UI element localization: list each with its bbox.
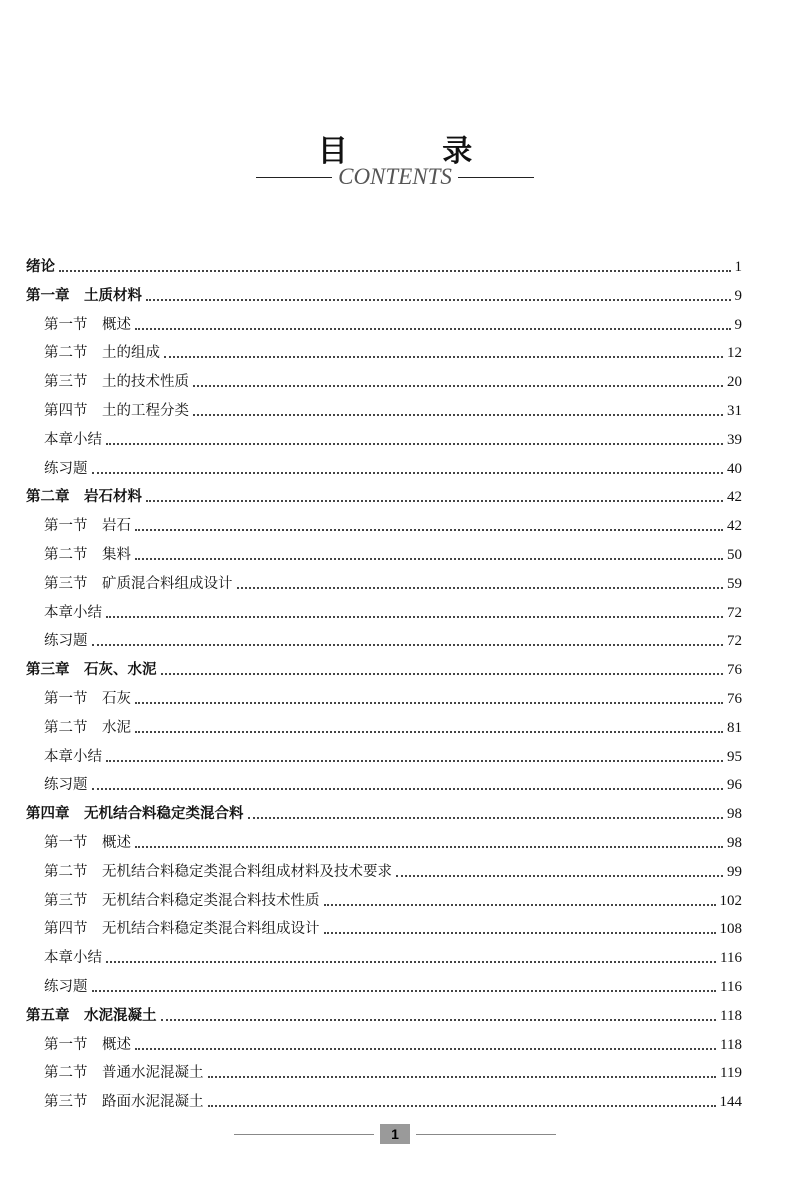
subtitle-rule-right bbox=[458, 177, 534, 178]
toc-entry-page: 12 bbox=[727, 345, 742, 362]
toc-entry-page: 50 bbox=[727, 547, 742, 563]
toc-entry-page: 116 bbox=[720, 979, 742, 995]
toc-entry-label: 本章小结 bbox=[44, 431, 102, 448]
toc-section-entry[interactable] bbox=[44, 508, 742, 536]
subtitle-text: CONTENTS bbox=[338, 164, 452, 189]
toc-dot-leader bbox=[208, 1105, 716, 1107]
toc-entry-page: 72 bbox=[727, 633, 742, 650]
toc-chapter-entry[interactable] bbox=[26, 796, 742, 824]
toc-dot-leader bbox=[135, 529, 723, 531]
toc-entry-label: 第一章 土质材料 bbox=[26, 287, 142, 304]
toc-dot-leader bbox=[106, 443, 723, 445]
toc-entry-page: 118 bbox=[720, 1036, 742, 1053]
toc-dot-leader bbox=[146, 299, 731, 301]
toc-entry-label: 第二节 普通水泥混凝土 bbox=[44, 1065, 204, 1082]
toc-dot-leader bbox=[106, 760, 723, 762]
toc-entry-label: 第三节 土的技术性质 bbox=[44, 374, 189, 391]
toc-dot-leader bbox=[324, 904, 716, 906]
toc-entry-page: 1 bbox=[734, 259, 742, 275]
toc-entry-label: 练习题 bbox=[44, 777, 88, 794]
toc-section-entry[interactable] bbox=[44, 422, 742, 450]
toc-dot-leader bbox=[161, 673, 724, 675]
toc-entry-label: 第三节 路面水泥混凝土 bbox=[44, 1094, 204, 1111]
toc-chapter-entry[interactable] bbox=[26, 998, 742, 1026]
toc-section-entry[interactable] bbox=[44, 595, 742, 623]
toc-dot-leader bbox=[92, 788, 724, 790]
toc-section-entry[interactable] bbox=[44, 623, 742, 651]
toc-entry-page: 144 bbox=[719, 1094, 742, 1111]
toc-entry-label: 本章小结 bbox=[44, 748, 102, 765]
toc-entry-page: 72 bbox=[727, 604, 742, 621]
toc-dot-leader bbox=[135, 702, 723, 704]
toc-dot-leader bbox=[92, 990, 717, 992]
toc-entry-label: 第二节 集料 bbox=[44, 547, 131, 563]
toc-dot-leader bbox=[135, 731, 723, 733]
toc-section-entry[interactable] bbox=[44, 739, 742, 767]
toc-entry-label: 第四章 无机结合料稳定类混合料 bbox=[26, 806, 244, 823]
subtitle-rule-left bbox=[256, 177, 332, 178]
toc-entry-label: 第二节 水泥 bbox=[44, 719, 131, 736]
toc-entry-page: 39 bbox=[727, 431, 742, 448]
toc-section-entry[interactable] bbox=[44, 911, 742, 939]
toc-entry-page: 42 bbox=[727, 489, 742, 506]
toc-chapter-entry[interactable] bbox=[26, 278, 742, 306]
toc-dot-leader bbox=[161, 1019, 717, 1021]
subtitle bbox=[0, 164, 790, 190]
toc-entry-page: 81 bbox=[727, 719, 742, 736]
toc-entry-page: 20 bbox=[727, 374, 742, 391]
toc-entry-label: 练习题 bbox=[44, 979, 88, 995]
page-title: 目 录 bbox=[317, 134, 515, 169]
toc-entry-page: 96 bbox=[727, 777, 742, 794]
toc-dot-leader bbox=[146, 500, 723, 502]
toc-section-entry[interactable] bbox=[44, 335, 742, 363]
toc-entry-label: 第四节 无机结合料稳定类混合料组成设计 bbox=[44, 921, 320, 938]
toc-entry-page: 95 bbox=[727, 748, 742, 765]
toc-section-entry[interactable] bbox=[44, 825, 742, 853]
toc-entry-label: 绪论 bbox=[26, 259, 55, 275]
toc-section-entry[interactable] bbox=[44, 364, 742, 392]
toc-dot-leader bbox=[106, 616, 723, 618]
toc-entry-label: 本章小结 bbox=[44, 950, 102, 967]
toc-chapter-entry[interactable] bbox=[26, 249, 742, 277]
toc-dot-leader bbox=[106, 961, 716, 963]
toc-entry-page: 102 bbox=[719, 892, 742, 909]
toc-section-entry[interactable] bbox=[44, 537, 742, 565]
toc-entry-page: 9 bbox=[734, 316, 742, 333]
toc-entry-label: 练习题 bbox=[44, 633, 88, 650]
footer-rule-left bbox=[234, 1134, 374, 1135]
toc-section-entry[interactable] bbox=[44, 451, 742, 479]
toc-chapter-entry[interactable] bbox=[26, 652, 742, 680]
toc-section-entry[interactable] bbox=[44, 681, 742, 709]
toc-dot-leader bbox=[324, 932, 716, 934]
toc-entry-label: 第一节 概述 bbox=[44, 316, 131, 333]
toc-section-entry[interactable] bbox=[44, 1084, 742, 1112]
toc-entry-label: 第一节 岩石 bbox=[44, 518, 131, 535]
toc-dot-leader bbox=[248, 817, 724, 819]
toc-entry-page: 42 bbox=[727, 518, 742, 535]
page-number-badge: 1 bbox=[380, 1124, 410, 1144]
toc-dot-leader bbox=[193, 414, 723, 416]
toc-section-entry[interactable] bbox=[44, 854, 742, 882]
toc-section-entry[interactable] bbox=[44, 710, 742, 738]
toc-section-entry[interactable] bbox=[44, 393, 742, 421]
toc-entry-page: 31 bbox=[727, 403, 742, 419]
toc-entry-label: 第四节 土的工程分类 bbox=[44, 403, 189, 419]
toc-entry-page: 108 bbox=[719, 921, 742, 938]
toc-section-entry[interactable] bbox=[44, 1055, 742, 1083]
toc-section-entry[interactable] bbox=[44, 1027, 742, 1055]
toc-dot-leader bbox=[135, 1048, 716, 1050]
toc-dot-leader bbox=[135, 558, 723, 560]
toc-entry-label: 第二章 岩石材料 bbox=[26, 489, 142, 506]
toc-entry-page: 40 bbox=[727, 460, 742, 477]
toc-dot-leader bbox=[135, 328, 731, 330]
toc-entry-label: 本章小结 bbox=[44, 604, 102, 621]
toc-dot-leader bbox=[92, 472, 724, 474]
toc-entry-label: 第三节 矿质混合料组成设计 bbox=[44, 575, 233, 592]
toc-entry-page: 9 bbox=[734, 287, 742, 304]
toc-entry-label: 第二节 土的组成 bbox=[44, 345, 160, 362]
toc-entry-page: 76 bbox=[727, 691, 742, 707]
toc-entry-label: 练习题 bbox=[44, 460, 88, 477]
page-footer bbox=[0, 1124, 790, 1144]
toc-dot-leader bbox=[135, 846, 723, 848]
toc-entry-page: 98 bbox=[727, 806, 742, 823]
toc-dot-leader bbox=[396, 875, 723, 877]
toc-entry-page: 76 bbox=[727, 662, 742, 679]
footer-rule-right bbox=[416, 1134, 556, 1135]
toc-section-entry[interactable] bbox=[44, 307, 742, 335]
toc-entry-label: 第二节 无机结合料稳定类混合料组成材料及技术要求 bbox=[44, 863, 392, 880]
toc-entry-label: 第一节 石灰 bbox=[44, 691, 131, 707]
toc-entry-page: 99 bbox=[727, 863, 742, 880]
toc-entry-page: 98 bbox=[727, 835, 742, 851]
toc-entry-page: 119 bbox=[720, 1065, 742, 1082]
toc-chapter-entry[interactable] bbox=[26, 479, 742, 507]
toc-section-entry[interactable] bbox=[44, 883, 742, 911]
toc-dot-leader bbox=[208, 1076, 717, 1078]
toc-dot-leader bbox=[237, 587, 724, 589]
toc-entry-label: 第五章 水泥混凝土 bbox=[26, 1007, 157, 1024]
toc-dot-leader bbox=[92, 644, 724, 646]
toc-entry-label: 第一节 概述 bbox=[44, 1036, 131, 1053]
toc-section-entry[interactable] bbox=[44, 969, 742, 997]
toc-section-entry[interactable] bbox=[44, 940, 742, 968]
toc-dot-leader bbox=[59, 270, 731, 272]
toc-dot-leader bbox=[164, 356, 723, 358]
toc-entry-page: 118 bbox=[720, 1007, 742, 1024]
toc-dot-leader bbox=[193, 385, 723, 387]
toc-entry-label: 第三节 无机结合料稳定类混合料技术性质 bbox=[44, 892, 320, 909]
toc-entry-page: 59 bbox=[727, 575, 742, 592]
toc-entry-label: 第一节 概述 bbox=[44, 835, 131, 851]
toc-entry-label: 第三章 石灰、水泥 bbox=[26, 662, 157, 679]
toc-section-entry[interactable] bbox=[44, 767, 742, 795]
toc-section-entry[interactable] bbox=[44, 566, 742, 594]
toc-entry-page: 116 bbox=[720, 950, 742, 967]
